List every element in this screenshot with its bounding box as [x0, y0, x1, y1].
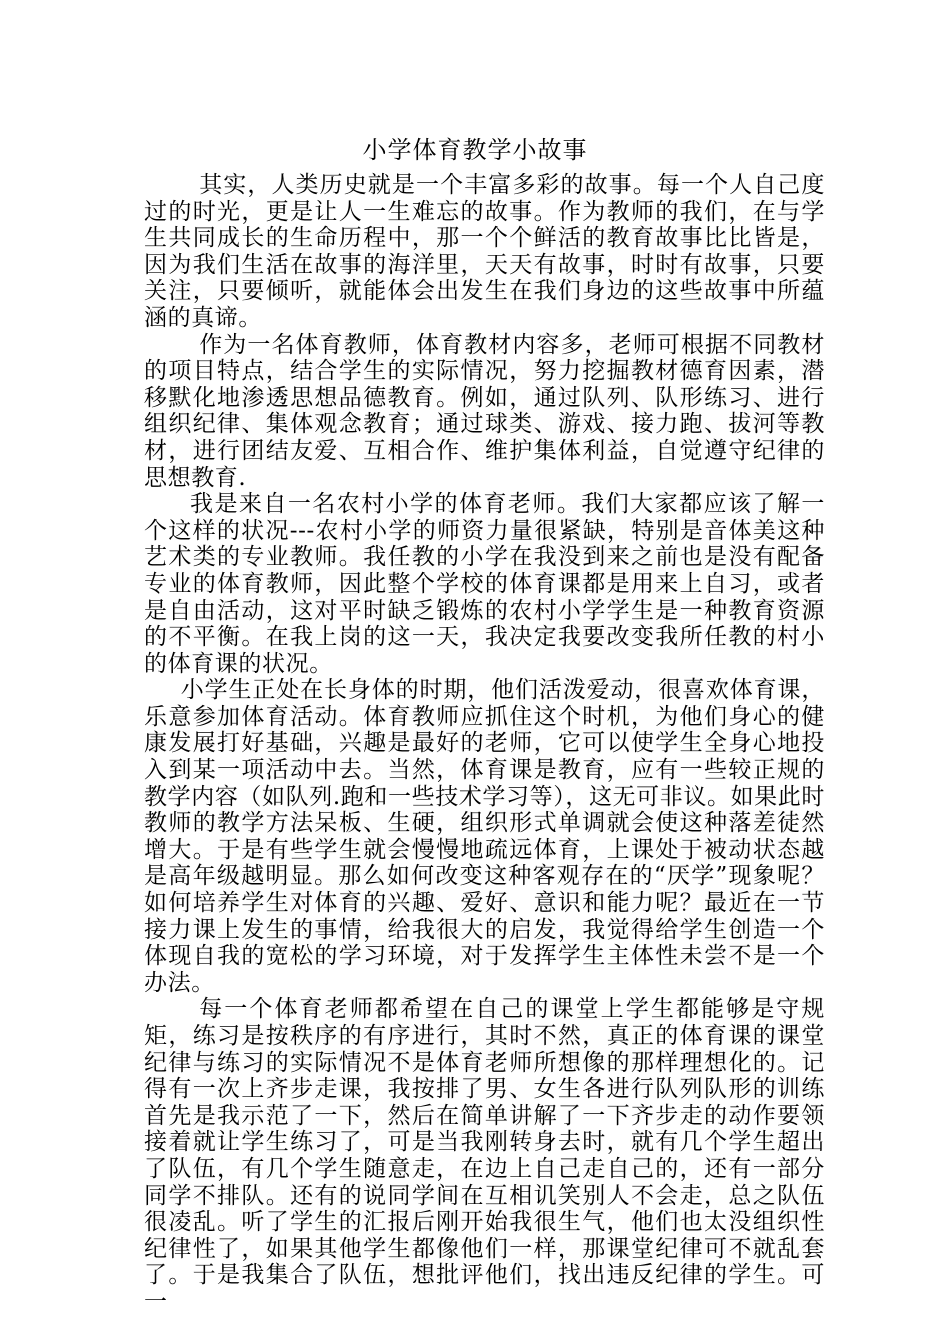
document-title: 小学体育教学小故事: [362, 136, 588, 164]
paragraph-5: 每一个体育老师都希望在自己的课堂上学生都能够是守规矩，练习是按秩序的有序进行，其时不然，真正的体育课的课堂纪律与练习的实际情况不是体育老师所想像的那样理想化的。记得有一次上齐步走课，我按排了男、女生各进行队列队形的训练首先是我示范了一下，然后在简单讲解了一下齐步走的动作要领接着就让学生练习了，可是当我刚转身去时，就有几个学生超出了队伍，有几个学生随意走，在边上自己走自己的，还有一部分同学不排队。还有的说同学间在互相讥笑别人不会走，总之队伍很凌乱。听了学生的汇报后刚开始我很生气，他们也太没组织性纪律性了，如果其他学生都像他们一样，那课堂纪律可不就乱套了。于是我集合了队伍，想批评他们，找出违反纪律的学生。可一: [144, 996, 825, 1315]
paragraph-3: 我是来自一名农村小学的体育老师。我们大家都应该了解一个这样的状况---农村小学的师资力量很紧缺，特别是音体美这种艺术类的专业教师。我任教的小学在我没到来之前也是没有配备专业的体育教师，因此整个学校的体育课都是用来上自习，或者是自由活动，这对平时缺乏锻炼的农村小学学生是一种教育资源的不平衡。在我上岗的这一天，我决定我要改变我所任教的村小的体育课的状况。: [144, 491, 825, 677]
paragraph-4: 小学生正处在长身体的时期，他们活泼爱动，很喜欢体育课，乐意参加体育活动。体育教师应抓住这个时机，为他们身心的健康发展打好基础，兴趣是最好的老师，它可以使学生全身心地投入到某一项活动中去。当然，体育课是教育，应有一些较正规的教学内容（如队列.跑和一些技术学习等），这无可非议。如果此时教师的教学方法呆板、生硬，组织形式单调就会使这种落差徒然增大。于是有些学生就会慢慢地疏远体育，上课处于被动状态越是高年级越明显。那么如何改变这种客观存在的“厌学”现象呢？如何培养学生对体育的兴趣、爱好、意识和能力呢？最近在一节接力课上发生的事情，给我很大的启发，我觉得给学生创造一个体现自我的宽松的学习环境，对于发挥学生主体性未尝不是一个办法。: [144, 677, 825, 996]
paragraph-2: 作为一名体育教师，体育教材内容多，老师可根据不同教材的项目特点，结合学生的实际情况，努力挖掘教材德育因素，潜移默化地渗透思想品德教育。例如，通过队列、队形练习、进行组织纪律、集体观念教育；通过球类、游戏、接力跑、拔河等教材，进行团结友爱、互相合作、维护集体利益，自觉遵守纪律的思想教育.: [144, 331, 825, 491]
document-body: [144, 172, 825, 1316]
paragraph-1: 其实，人类历史就是一个丰富多彩的故事。每一个人自己度过的时光，更是让人一生难忘的故事。作为教师的我们，在与学生共同成长的生命历程中，那一个个鲜活的教育故事比比皆是，因为我们生活在故事的海洋里，天天有故事，时时有故事，只要关注，只要倾听，就能体会出发生在我们身边的这些故事中所蕴涵的真谛。: [144, 172, 825, 331]
